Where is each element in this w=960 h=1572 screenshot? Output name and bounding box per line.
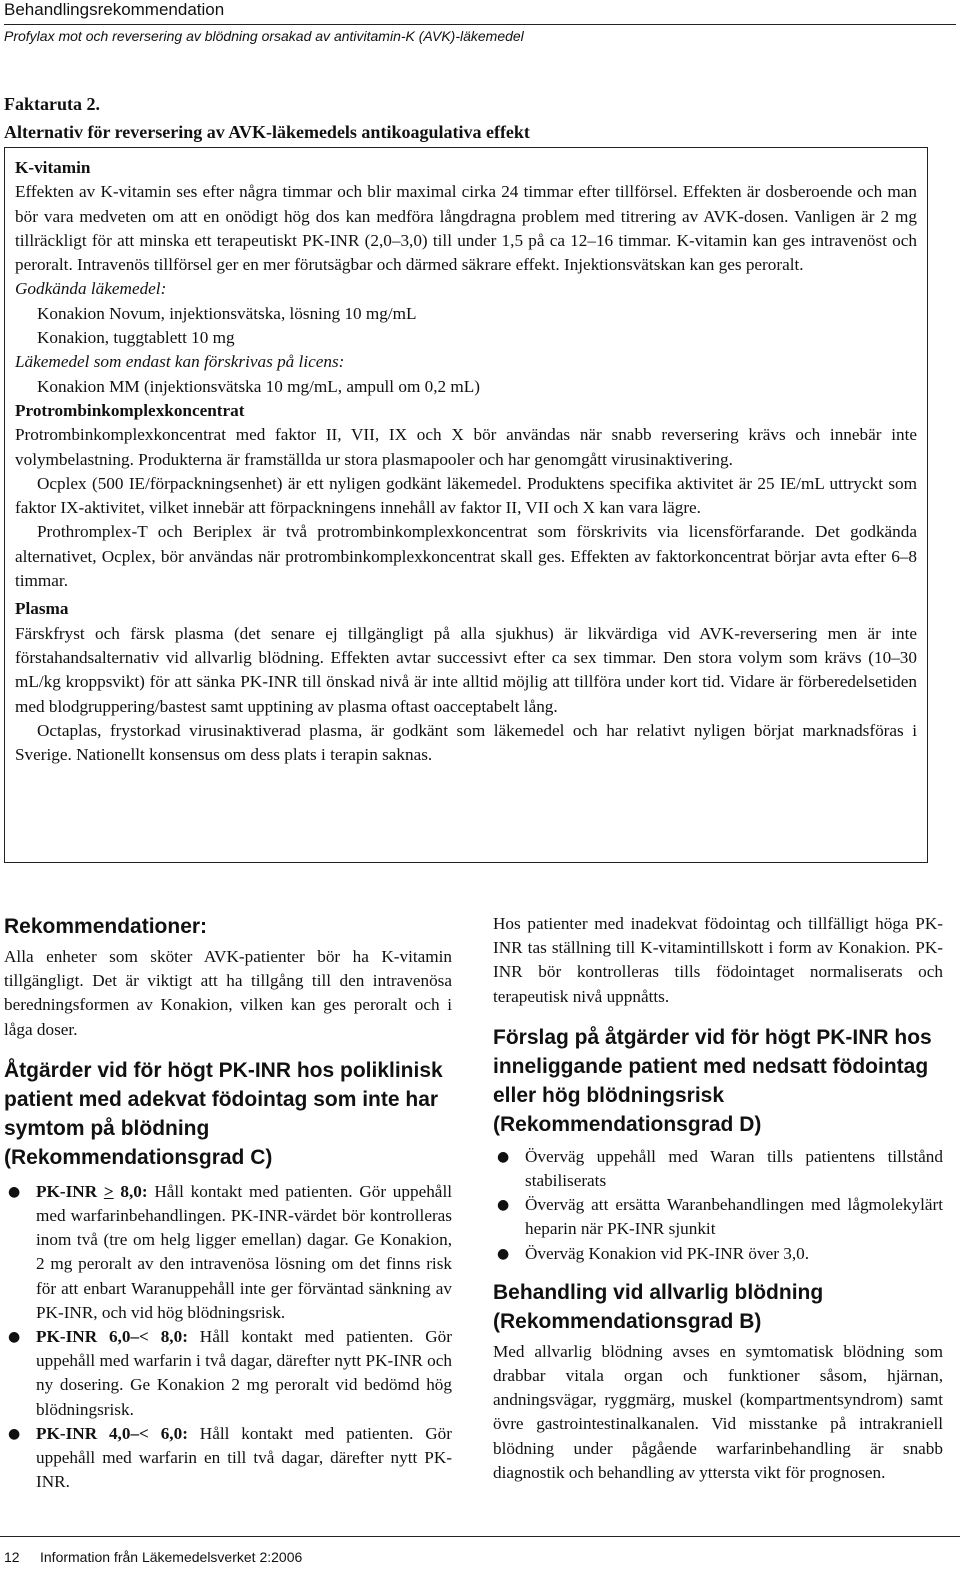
plasma-paragraph-2: Octaplas, frystorkad virusinaktiverad plasma, är godkänt som läkemedel och har relativt nyligen börjat marknadsföras i Sverige. Nationellt konsensus om dess plats i terapin saknas. bbox=[15, 720, 917, 765]
license-item: Konakion MM (injektionsvätska 10 mg/mL, ampull om 0,2 mL) bbox=[37, 376, 481, 396]
bullet-icon: ● bbox=[8, 1183, 21, 1200]
list-item: ● Överväg att ersätta Waranbehandlingen med lågmolekylärt heparin när PK-INR sjunkit bbox=[497, 1195, 943, 1239]
bullet-text: Håll kontakt med patienten. Gör uppehåll med warfarin en till två dagar, därefter nytt PK-INR. bbox=[36, 1423, 452, 1492]
header-title: Behandlingsrekommendation bbox=[4, 0, 225, 19]
outpatient-list bbox=[4, 1180, 452, 1495]
pkk-paragraph-1: Protrombinkomplexkoncentrat med faktor II, VII, IX och X bör användas när snabb reversering krävs och innebär inte volymbelastning. Produkterna är framställda ur stora plasmapooler och har genomgått virusinaktivering. bbox=[15, 425, 917, 469]
page-footer bbox=[4, 1549, 302, 1565]
bullet-icon: ● bbox=[497, 1148, 510, 1165]
factbox-heading bbox=[4, 92, 944, 144]
approved-item: Konakion, tuggtablett 10 mg bbox=[37, 328, 235, 348]
plasma-heading: Plasma bbox=[15, 599, 69, 619]
inpatient-list bbox=[493, 1145, 943, 1266]
page-number: 12 bbox=[4, 1549, 20, 1565]
factbox-label: Faktaruta 2. bbox=[4, 94, 100, 114]
approved-item: Konakion Novum, injektionsvätska, lösning 10 mg/mL bbox=[37, 303, 417, 323]
pkk-paragraph-2: Ocplex (500 IE/förpackningsenhet) är ett nyligen godkänt läkemedel. Produktens specifika aktivitet är 25 IE/mL uttryckt som faktor IX-aktivitet, vilket innebär att förpackningens innehåll av faktor II, VII och X kan vara lägre. bbox=[15, 473, 917, 518]
factbox bbox=[4, 147, 928, 863]
pkk-paragraph-3: Prothromplex-T och Beriplex är två protrombinkomplexkoncentrat som förskrivits via licensförfarande. Det godkända alternativet, Ocplex, bör användas när protrombinkomplexkoncentrat skall ges. Effekten av faktorkoncentrat börjar avta efter 6–8 timmar. bbox=[15, 522, 917, 591]
approved-label: Godkända läkemedel: bbox=[15, 279, 167, 299]
list-item: ● Överväg uppehåll med Waran tills patientens tillstånd stabiliserats bbox=[497, 1146, 943, 1191]
factbox-title: Alternativ för reversering av AVK-läkemedels antikoagulativa effekt bbox=[4, 122, 530, 142]
left-column bbox=[4, 912, 452, 1494]
outpatient-heading: Åtgärder vid för högt PK-INR hos poliklinisk patient med adekvat födointag som inte har symtom på blödning (Rekommendationsgrad C) bbox=[4, 1058, 443, 1169]
list-item bbox=[4, 1325, 452, 1422]
bullet-text: Håll kontakt med patienten. Gör uppehåll med warfarinbehandlingen. PK-INR-värdet bör kontrolleras inom två (tre om helg ligger emellan) dagar. Ge Konakion, 2 mg peroralt av den intravenösa lösning om det finns risk för att enbart Waranuppehåll inte ger förväntad sänkning av PK-INR, och vid hög blödningsrisk. bbox=[36, 1181, 452, 1322]
kvitamin-text: Effekten av K-vitamin ses efter några timmar och blir maximal cirka 24 timmar efter tillförsel. Effekten är dosberoende och man bör vara medveten om att en onödigt hög dos kan medföra långdragna problem med titrering av AVK-dosen. Vanligen är 2 mg tillräckligt för att minska ett terapeutiskt PK-INR (2,0–3,0) till under 1,5 på ca 12–16 timmar. K-vitamin kan ges intravenöst och peroralt. Intravenös tillförsel ger en mer förutsägbar och därmed säkrare effekt. Injektionsvätskan kan ges peroralt. bbox=[15, 182, 917, 275]
bullet-icon: ● bbox=[8, 1425, 21, 1442]
right-column bbox=[493, 912, 943, 1485]
page-header bbox=[4, 0, 956, 44]
footer-text: Information från Läkemedelsverket 2:2006 bbox=[40, 1549, 303, 1565]
bullet-lead: PK-INR 6,0–< 8,0: bbox=[36, 1327, 188, 1347]
plasma-paragraph-1: Färskfryst och färsk plasma (det senare ej tillgängligt på alla sjukhus) är likvärdiga vid AVK-reversering men är inte förstahandsalternativ vid allvarlig blödning. Effekten avtar successivt efter ca sex timmar. Den stora volym som krävs (10–30 mL/kg kroppsvikt) för att sänka PK-INR till önskad nivå är inte alltid möjlig att tillföra under kort tid. Vidare är förberedelsetiden med blodgruppering/bastest samt upptining av plasma oftast oacceptabelt lång. bbox=[15, 623, 917, 716]
severe-bleeding-heading: Behandling vid allvarlig blödning (Rekommendationsgrad B) bbox=[493, 1280, 824, 1333]
recommendations-text: Alla enheter som sköter AVK-patienter bör ha K-vitamin tillgängligt. Det är viktigt att ha tillgång till den intravenösa beredningsformen av Konakion, vilken kan ges peroralt och i låga doser. bbox=[4, 947, 452, 1039]
pkk-heading: Protrombinkomplexkoncentrat bbox=[15, 400, 245, 420]
bullet-lead: PK-INR > 8,0: bbox=[36, 1181, 148, 1201]
bullet-lead: PK-INR 4,0–< 6,0: bbox=[36, 1423, 188, 1443]
bullet-icon: ● bbox=[8, 1329, 21, 1346]
list-item bbox=[4, 1422, 452, 1495]
bullet-icon: ● bbox=[497, 1197, 510, 1214]
inadequate-intake-text: Hos patienter med inadekvat födointag och tillfälligt höga PK-INR tas ställning till K-vitamintillskott i form av Konakion. PK-INR bör kontrolleras tills födointaget normaliserats och terapeutisk nivå uppnåtts. bbox=[493, 914, 943, 1006]
license-label: Läkemedel som endast kan förskrivas på licens: bbox=[15, 352, 345, 372]
list-item bbox=[4, 1180, 452, 1325]
list-item: ● Överväg Konakion vid PK-INR över 3,0. bbox=[493, 1242, 943, 1266]
header-subtitle: Profylax mot och reversering av blödning orsakad av antivitamin-K (AVK)-läkemedel bbox=[4, 28, 524, 44]
bullet-icon: ● bbox=[497, 1245, 510, 1262]
recommendations-heading: Rekommendationer: bbox=[4, 915, 208, 938]
kvitamin-heading: K-vitamin bbox=[15, 158, 91, 177]
header-divider bbox=[4, 24, 956, 25]
severe-bleeding-text: Med allvarlig blödning avses en symtomatisk blödning som drabbar vitala organ och funktioner såsom, hjärnan, andningsvägar, ryggmärg, muskel (kompartmentsyndrom) samt övre gastrointestinalkanalen. Vid misstanke på intrakraniell blödning under pågående warfarinbehandling är snabb diagnostik och behandling av yttersta vikt för prognosen. bbox=[493, 1341, 943, 1482]
bullet-text: Håll kontakt med patienten. Gör uppehåll med warfarin i två dagar, därefter nytt PK-INR och ny dosering. Ge Konakion 2 mg peroralt vid bedömd hög blödningsrisk. bbox=[36, 1327, 452, 1419]
footer-divider bbox=[0, 1536, 960, 1537]
inpatient-heading: Förslag på åtgärder vid för högt PK-INR hos inneliggande patient med nedsatt födointag eller hög blödningsrisk (Rekommendationsgrad D) bbox=[493, 1025, 932, 1136]
